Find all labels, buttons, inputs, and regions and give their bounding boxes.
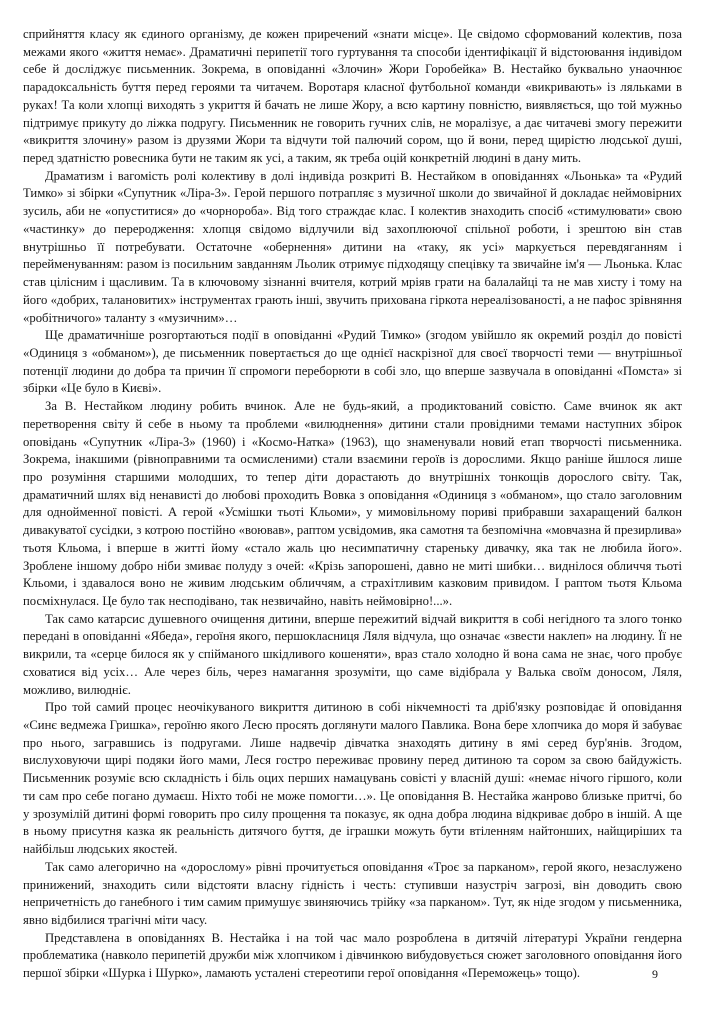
paragraph-1: сприйняття класу як єдиного організму, де кожен приречений «знати місце». Це свідомо сформований колектив, поза межами якого «життя немає». Драматичні перипетії того гуртування та способи ідентифікації й відстоювання індивідом себе й досліджує письменник. Зокрема, в оповіданні «Злочин» Жори Горобейка» В. Нестайко буквально унаочнює парадоксальність буття перед героями та читачем. Воротаря класної футбольної команди «викривають» із ляльками в руках! Та коли хлопці виходять з укриття й бачать не лише Жору, а всю картину повністю, виявляється, що той мужньо підтримує прикуту до ліжка подругу. Письменник не говорить гучних слів, не моралізує, а дає читачеві змогу пережити «викриття злочину» разом із друзями Жори та відчути той палючий сором, що й вони, перед щирістю людської душі, перед здатністю ровесника бути не таким як усі, а таким, як треба оцій конкретній людині в дану мить. [23, 27, 682, 166]
paragraph-3: Ще драматичніше розгортаються події в оповіданні «Рудий Тимко» (згодом увійшло як окремий розділ до повісті «Одиниця з «обманом»), де письменник повертається до ще однієї наскрізної для своєї творчості теми — внутрішньої потенції людини до добра та причин її спромоги переборюти в собі зло, що вперше зазвучала в оповіданні «Помста» зі збірки «Це було в Києві». [23, 328, 682, 396]
paragraph-8: Представлена в оповіданнях В. Нестайка і на той час мало розроблена в дитячій літературі України гендерна проблематика (навколо перипетій дружби між хлопчиком і дівчинкою вибудовується сюжет заголовного оповідання його першої збірки «Шурка і Шурко», ламають усталені стереотипи герої оповідання «Переможець» тощо). [23, 930, 682, 981]
paragraph-4: За В. Нестайком людину робить вчинок. Але не будь-який, а продиктований совістю. Саме вчинок як акт перетворення світу й себе в ньому та проблеми «вилюднення» дитини стали провідними темами наступних збірок оповідань «Супутник «Ліра-3» (1960) і «Космо-Натка» (1963), що знаменували новий етап творчості письменника. Зокрема, інакшими (рівноправними та осмисленими) стали взаємини героїв із дорослими. Якщо раніше йшлося лише про розуміння старшими молодших, то тепер діти дорастають до внутрішніх тонкощів дорослого світу. Так, драматичний шлях від ненависті до любові проходить Вовка з оповідання «Одиниця з «обманом», що стало заголовним для однойменної повісті. А герой «Усмішки тьоті Кльоми», у мимовільному пориві прибравши захаращений балкон дивакуватої сусідки, з котрою постійно «воював», раптом усвідомив, яка самотня та безпомічна «мовчазна й презирлива» тьотя Кльома, і вперше в житті йому «стало жаль цю несимпатичну стареньку дивачку, яка так не любила його». Зроблене іншому добро ніби змиває полуду з очей: «Крізь запорошені, давно не миті шибки… виднілося обличчя тьоті Кльоми, і здавалося воно не живим людським обличчям, а страхітливим казковим привидом. І раптом тьотя Кльома посміхнулася. Це було так несподівано, так незвичайно, навіть неймовірно!...». [23, 399, 682, 608]
paragraph-5: Так само катарсис душевного очищення дитини, вперше пережитий відчай викриття в собі негідного та злого тонко передані в оповіданні «Ябеда», героїня якого, першокласниця Ляля відчула, що означає «звести наклеп» на людину. Її не викрили, та «серце билося як у спійманого шкідливого кошеняти», враз стало холодно й вона сама не знає, чого пробує сховатися від усіх… Але через біль, через намагання зрозуміти, що саме відібрала у Валька своїм доносом, Ляля, можливо, вилюдніє. [23, 611, 682, 697]
page-number: 9 [652, 967, 658, 981]
paragraph-7: Так само алегорично на «дорослому» рівні прочитується оповідання «Троє за парканом», герой якого, незаслужено принижений, знаходить сили відстояти власну гідність і честь: ступивши назустріч загрозі, він доводить свою непричетність до ганебного і тим самим примушує звиняючись трійку «за парканом». Тут, як ніде згодом у письменника, явно відбилися трагічні міти часу. [23, 859, 682, 927]
paragraph-6: Про той самий процес неочікуваного викриття дитиною в собі нікчемності та дріб'язку розповідає й оповідання «Синє ведмежа Гришка», героїню якого Лесю просять доглянути малого Павлика. Вона бере хлопчика до моря й забуває про нього, загравшись із подругами. Лише надвечір дівчатка знаходять дитину в ямі серед бур'янів. Згодом, вислуховуючи щирі подяки його мами, Леся гостро переживає провину перед дитиною та сором за свою байдужість. Письменник розуміє всю складність і біль оцих перших намацувань совісті у власній душі: «немає нічого гіршого, коли ти сам про себе погано думаєш. Ніхто тобі не може помогти…». Це оповідання В. Нестайка жанрово близьке притчі, бо у зрозумілій дитині формі говорить про силу прощення та показує, як одна добра людина відкриває добро в іншій. А ще в ньому присутня казка як реальність дитячого буття, де іграшки можуть бути втіленням найтонших, найщиріших та найбільш людських якостей. [23, 700, 682, 857]
document-page [23, 26, 682, 983]
paragraph-2: Драматизм і вагомість ролі колективу в долі індивіда розкриті В. Нестайком в оповіданнях «Льонька» та «Рудий Тимко» зі збірки «Супутник «Ліра-3». Герой першого потрапляє з музичної школи до звичайної й докладає неймовірних зусиль, аби не «опуститися» до «чорнороба». Від того страждає клас. І колектив знаходить спосіб «стимулювати» свою «частинку» до переродження: хлопця свідомо відлучили від захоплюючої спільної роботи, і зрештою він став внутрішньо її потребувати. Остаточне «обернення» дитини на «таку, як усі» маркується перевдяганням і перейменуванням: разом із посильним завданням Льолик отримує підходящу спецівку та звичайне ім'я — Льонька. Клас став цілісним і щасливим. Та в ключовому зізнанні вчителя, котрий мріяв грати на балалайці та не мав хисту і тому на його «добрих, талановитих» інструментах грають інші, звучить прихована гіркота нереалізованості, а не пафос зрівняння «робітничого» таланту з «музичним»… [23, 168, 682, 325]
